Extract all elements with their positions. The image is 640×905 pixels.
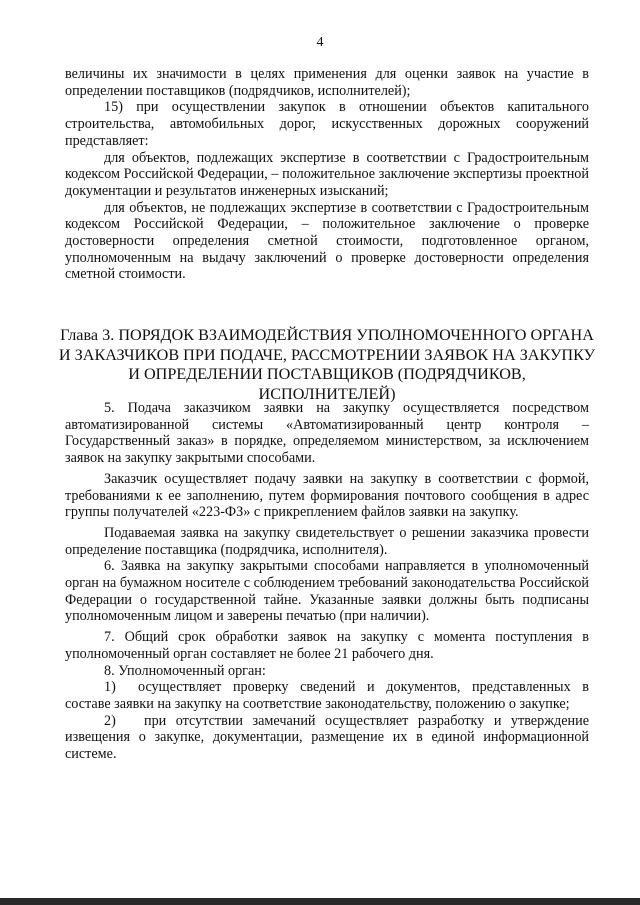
paragraph-7: 7. Общий срок обработки заявок на закупку с момента поступления в уполномоченный орган составляет не более 21 рабочего дня. bbox=[65, 629, 589, 662]
paragraph-6: 6. Заявка на закупку закрытыми способами направляется в уполномоченный орган на бумажном носителе с соблюдением требований законодательства Российской Федерации о государственной тайне. Указанные заявки должны быть подписаны уполномоченным лицом и заверены печатью (при наличии). bbox=[65, 558, 589, 625]
list-item-text: при отсутствии замечаний осуществляет разработку и утверждение извещения о закупке, документации, размещение их в единой информационной системе. bbox=[65, 712, 589, 763]
scan-bottom-edge bbox=[0, 898, 640, 905]
paragraph-5: 5. Подача заказчиком заявки на закупку осуществляется посредством автоматизированной системы «Автоматизированный центр контроля – Государственный заказ» в порядке, определяемом министерством, за исключением заявок на закупку закрытыми способами. bbox=[65, 400, 589, 467]
paragraph-8: 8. Уполномоченный орган: bbox=[104, 662, 266, 679]
list-item bbox=[65, 713, 589, 763]
paragraph-expertise-not-required: для объектов, не подлежащих экспертизе в соответствии с Градостроительным кодексом Российской Федерации, – положительное заключение о проверке достоверности определения сметной стоимости, подготовленное органом, уполномоченным на выдачу заключений о проверке достоверности определения сметной стоимости. bbox=[65, 199, 589, 283]
paragraph-item-15: 15) при осуществлении закупок в отношении объектов капитального строительства, автомобильных дорог, искусственных дорожных сооружений представляет: bbox=[65, 99, 589, 149]
top-block bbox=[65, 66, 589, 283]
list-item-number: 2) bbox=[104, 712, 116, 729]
list-item-number: 1) bbox=[104, 679, 116, 696]
page-number: 4 bbox=[316, 35, 324, 50]
paragraph-decision: Подаваемая заявка на закупку свидетельствует о решении заказчика провести определение поставщика (подрядчика, исполнителя). bbox=[65, 524, 589, 558]
paragraph-continuation: величины их значимости в целях применения для оценки заявок на участие в определении поставщиков (подрядчиков, исполнителей); bbox=[65, 66, 589, 99]
list-item bbox=[65, 679, 589, 712]
chapter-heading: Глава 3. ПОРЯДОК ВЗАИМОДЕЙСТВИЯ УПОЛНОМОЧЕННОГО ОРГАНА И ЗАКАЗЧИКОВ ПРИ ПОДАЧЕ, РАССМОТРЕНИИ ЗАЯВОК НА ЗАКУПКУ И ОПРЕДЕЛЕНИИ ПОСТАВЩИКОВ (ПОДРЯДЧИКОВ, ИСПОЛНИТЕЛЕЙ) bbox=[58, 326, 596, 403]
paragraph-expertise-required: для объектов, подлежащих экспертизе в соответствии с Градостроительным кодексом Российской Федерации, – положительное заключение экспертизы проектной документации и результатов инженерных изысканий; bbox=[65, 149, 589, 199]
list-item-text: осуществляет проверку сведений и документов, представленных в составе заявки на закупку на соответствие законодательству, положению о закупке; bbox=[65, 679, 589, 712]
paragraph-submission-form: Заказчик осуществляет подачу заявки на закупку в соответствии с формой, требованиями к ее заполнению, путем формирования почтового сообщения в адрес группы получателей «223-ФЗ» с прикреплением файлов заявки на закупку. bbox=[65, 470, 589, 521]
chapter-body bbox=[65, 400, 589, 763]
